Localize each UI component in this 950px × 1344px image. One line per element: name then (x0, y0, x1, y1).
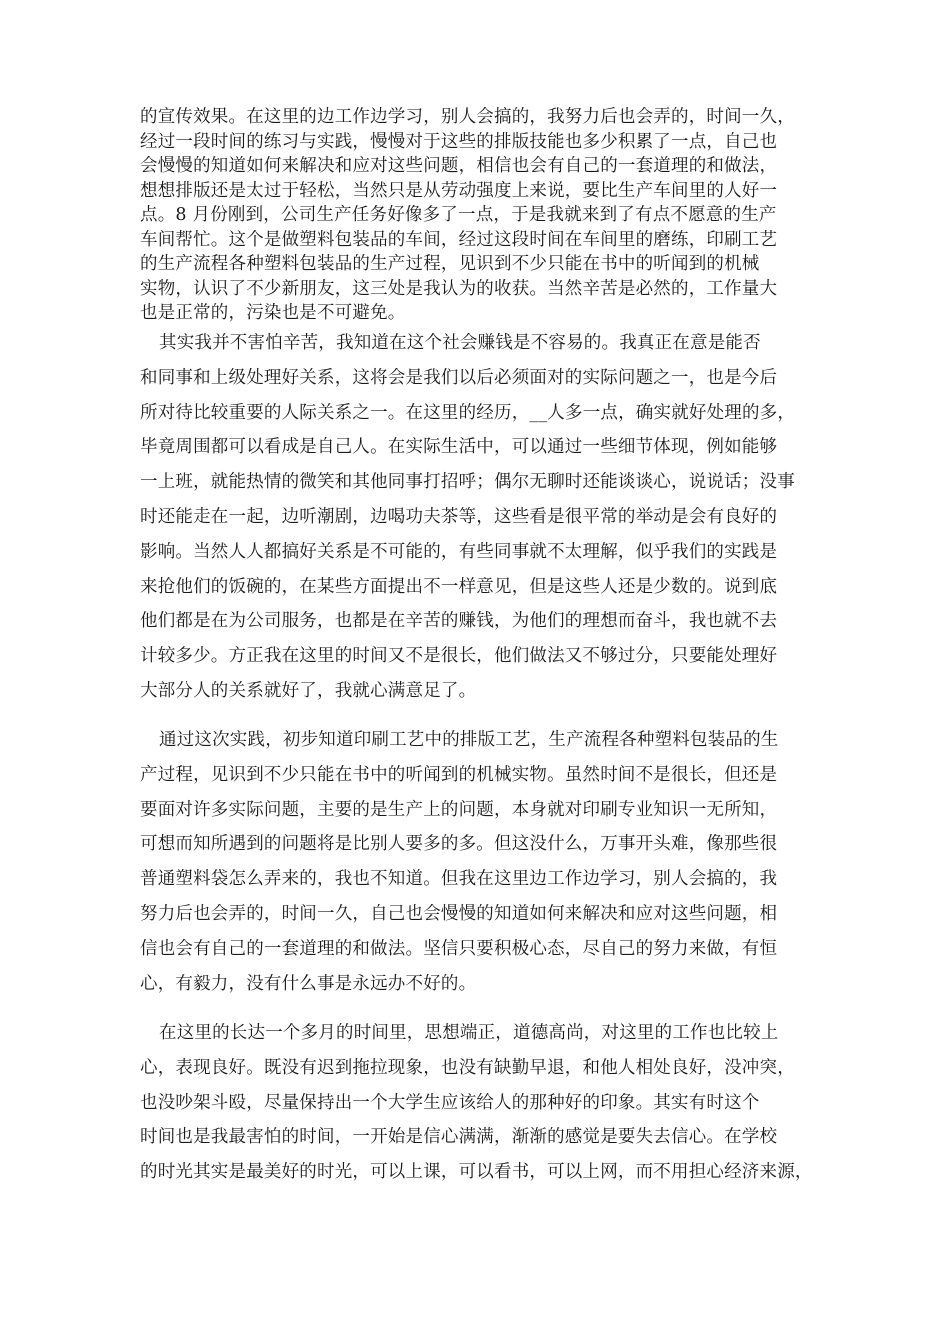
paragraph-relationships (140, 326, 820, 709)
text-line: 普通塑料袋怎么弄来的，我也不知道。但我在这里边工作边学习，别人会搞的，我 (140, 869, 778, 890)
text-line: 和同事和上级处理好关系，这将会是我们以后必须面对的实际问题之一，也是今后 (140, 367, 778, 388)
text-line: 计较多少。方正我在这里的时间又不是很长，他们做法又不够过分，只要能处理好 (140, 646, 778, 667)
paragraph-conduct (140, 1016, 820, 1190)
text-line: 信也会有自己的一套道理的和做法。坚信只要积极心态，尽自己的努力来做，有恒 (140, 938, 778, 959)
text-line: 车间帮忙。这个是做塑料包装品的车间，经过这段时间在车间里的磨练，印刷工艺 (140, 229, 778, 250)
text-line: 也是正常的，污染也是不可避免。 (140, 303, 406, 323)
text-line: 他们都是在为公司服务，也都是在辛苦的赚钱，为他们的理想而奋斗，我也就不去 (140, 611, 778, 632)
text-line: 的时光其实是最美好的时光，可以上课，可以看书，可以上网，而不用担心经济来源， (140, 1162, 813, 1183)
text-line: 努力后也会弄的，时间一久，自己也会慢慢的知道如何来解决和应对这些问题，相 (140, 903, 778, 924)
text-line: 影响。当然人人都搞好关系是不可能的，有些同事就不太理解，似乎我们的实践是 (140, 541, 778, 562)
text-line: 一上班，就能热情的微笑和其他同事打招呼；偶尔无聊时还能谈谈心，说说话；没事 (140, 472, 795, 493)
text-line: 心，表现良好。既没有迟到拖拉现象，也没有缺勤早退，和他人相处良好，没冲突， (140, 1057, 795, 1078)
text-line: 其实我并不害怕辛苦，我知道在这个社会赚钱是不容易的。我真正在意是能否 (159, 333, 761, 353)
paragraph-practice (140, 723, 820, 1001)
text-line: 想想排版还是太过于轻松，当然只是从劳动强度上来说，要比生产车间里的人好一 (140, 180, 778, 201)
text-line: 实物，认识了不少新朋友，这三处是我认为的收获。当然辛苦是必然的，工作量大 (140, 278, 778, 299)
text-line: 时还能走在一起，边听潮剧，边喝功夫茶等，这些看是很平常的举动是会有良好的 (140, 506, 778, 527)
text-line: 会慢慢的知道如何来解决和应对这些问题，相信也会有自己的一套道理的和做法， (140, 156, 778, 176)
text-line: 通过这次实践，初步知道印刷工艺中的排版工艺，生产流程各种塑料包装品的生 (159, 730, 779, 750)
text-line: 心，有毅力，没有什么事是永远办不好的。 (140, 973, 477, 994)
text-line: 产过程，见识到不少只能在书中的听闻到的机械实物。虽然时间不是很长，但还是 (140, 764, 778, 785)
text-line: 大部分人的关系就好了，我就心满意足了。 (140, 680, 477, 701)
text-line: 的生产流程各种塑料包装品的生产过程，见识到不少只能在书中的听闻到的机械 (140, 254, 760, 274)
text-line: 也没吵架斗殴，尽量保持出一个大学生应该给人的那种好的印象。其实有时这个 (140, 1092, 760, 1113)
top-paragraph (140, 105, 820, 326)
text-line: 来抢他们的饭碗的，在某些方面提出不一样意见，但是这些人还是少数的。说到底 (140, 576, 778, 597)
text-line: 可想而知所遇到的问题将是比别人要多的多。但这没什么，万事开头难，像那些很 (140, 834, 778, 855)
text-line: 在这里的长达一个多月的时间里，思想端正，道德高尚，对这里的工作也比较上 (159, 1023, 779, 1043)
text-line: 点。8 月份刚到，公司生产任务好像多了一点，于是我就来到了有点不愿意的生产 (140, 205, 777, 225)
text-line: 毕竟周围都可以看成是自己人。在实际生活中，可以通过一些细节体现，例如能够 (140, 437, 778, 458)
text-line: 要面对许多实际问题，主要的是生产上的问题，本身就对印刷专业知识一无所知， (140, 799, 778, 820)
text-line: 时间也是我最害怕的时间，一开始是信心满满，渐渐的感觉是要失去信心。在学校 (140, 1127, 778, 1148)
text-line: 经过一段时间的练习与实践，慢慢对于这些的排版技能也多少积累了一点，自己也 (140, 131, 778, 152)
text-line: 的宣传效果。在这里的边工作边学习，别人会搞的，我努力后也会弄的，时间一久， (140, 107, 795, 127)
text-line: 所对待比较重要的人际关系之一。在这里的经历，__人多一点，确实就好处理的多， (140, 402, 796, 423)
